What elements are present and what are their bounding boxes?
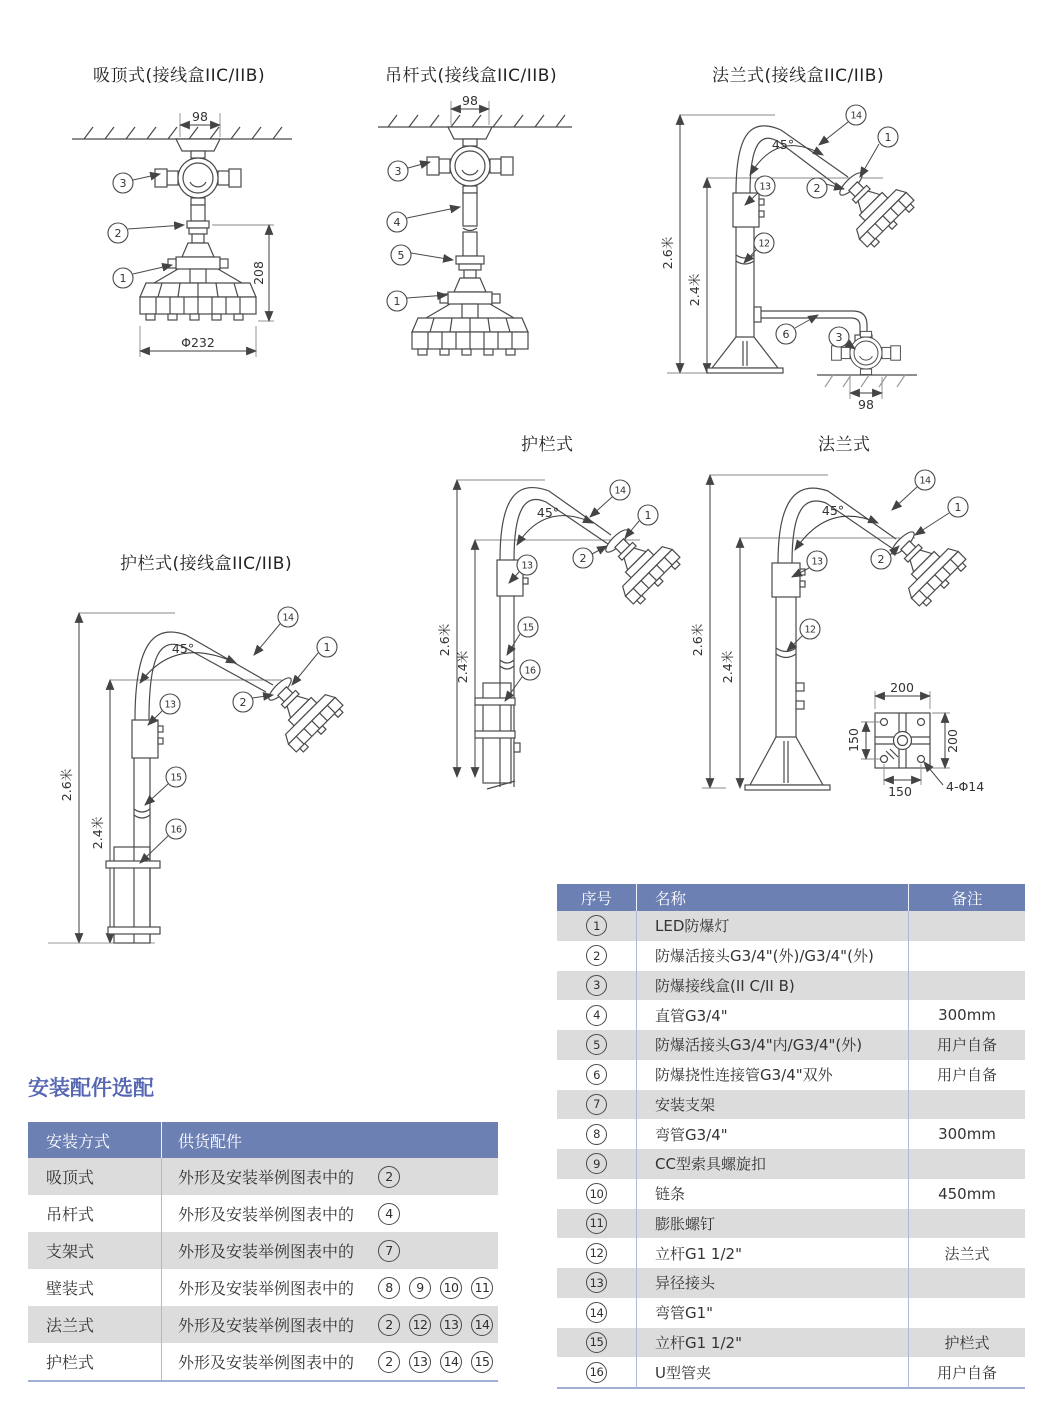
- explosion-proof-lamp: [140, 243, 256, 320]
- svg-text:15: 15: [170, 772, 182, 784]
- dimension-label: 45°: [771, 137, 795, 152]
- diagram-title-guardrail-box: 护栏式(接线盒IIC/IIB): [120, 554, 293, 574]
- supplied-parts-text: 外形及安装举例图表中的: [178, 1168, 355, 1187]
- table-row: [28, 1306, 498, 1343]
- dimension-label: 200: [945, 729, 960, 753]
- dimension-label: 2.6米: [660, 236, 675, 270]
- part-name-cell: 安装支架: [637, 1090, 909, 1120]
- circled-number: 10: [586, 1183, 607, 1204]
- table-row: [557, 1179, 1025, 1209]
- dimension-label: 2.4米: [90, 816, 105, 850]
- table-row: [557, 911, 1025, 941]
- ceiling-mount-diagram: [60, 95, 310, 385]
- dimension-label: 2.6米: [690, 623, 705, 657]
- part-note-cell: [909, 1090, 1025, 1120]
- callout-1: [317, 637, 337, 657]
- dimension-label: 2.4米: [720, 650, 735, 684]
- callout-2: [807, 178, 827, 198]
- svg-text:1: 1: [954, 500, 962, 514]
- column-header-name: 名称: [637, 884, 909, 911]
- part-note-cell: 用户自备: [936, 1363, 997, 1382]
- supplied-parts-cell: [162, 1343, 498, 1380]
- part-name-cell: 膨胀螺钉: [637, 1209, 909, 1239]
- supplied-parts-text: 外形及安装举例图表中的: [178, 1205, 355, 1224]
- parts-table: [557, 884, 1025, 1389]
- part-note-cell: [909, 1149, 1025, 1179]
- table-row: [557, 1328, 1025, 1358]
- svg-text:16: 16: [170, 824, 182, 836]
- circled-number: 15: [586, 1332, 607, 1353]
- supplied-parts-cell: [162, 1158, 498, 1195]
- svg-text:1: 1: [393, 294, 401, 308]
- callout-4: [387, 212, 407, 232]
- callout-13: [160, 694, 180, 714]
- dimension-label: 98: [858, 397, 874, 412]
- dimension-label: 150: [846, 728, 861, 752]
- svg-text:5: 5: [397, 248, 405, 262]
- table-row: [28, 1195, 498, 1232]
- part-note-cell: 450mm: [938, 1184, 996, 1203]
- explosion-proof-lamp: [590, 514, 683, 607]
- circled-number: 2: [378, 1166, 400, 1188]
- callout-3: [829, 327, 849, 347]
- part-note-cell: 300mm: [938, 1125, 996, 1144]
- circled-number: 2: [378, 1314, 400, 1336]
- svg-text:1: 1: [644, 508, 652, 522]
- circled-number: 7: [378, 1240, 400, 1262]
- part-name-cell: 异径接头: [637, 1268, 909, 1298]
- part-name-cell: 防爆接线盒(II C/II B): [637, 971, 909, 1001]
- supplied-parts-cell: [162, 1269, 498, 1306]
- svg-text:13: 13: [759, 181, 771, 193]
- table-row: [28, 1232, 498, 1269]
- mount-method-cell: 壁装式: [28, 1269, 162, 1306]
- dimension-label: 45°: [821, 503, 845, 518]
- callout-14: [610, 480, 630, 500]
- supplied-parts-text: 外形及安装举例图表中的: [178, 1242, 355, 1261]
- u-clamp: [475, 731, 515, 738]
- junction-box: [427, 139, 513, 193]
- circled-number: 14: [471, 1314, 493, 1336]
- callout-16: [520, 660, 540, 680]
- part-note-cell: 用户自备: [936, 1036, 997, 1055]
- callout-1: [113, 268, 133, 288]
- callout-2: [573, 548, 593, 568]
- svg-text:1: 1: [323, 640, 331, 654]
- part-note-cell: 护栏式: [944, 1333, 990, 1352]
- ceiling-hatch: [388, 115, 565, 127]
- circled-number: 4: [586, 1005, 607, 1026]
- table-row: [28, 1158, 498, 1195]
- part-note-cell: [909, 911, 1025, 941]
- circled-number: 2: [586, 945, 607, 966]
- svg-text:12: 12: [758, 238, 770, 250]
- svg-text:6: 6: [782, 327, 790, 341]
- table-row: [557, 1298, 1025, 1328]
- svg-text:1: 1: [884, 130, 892, 144]
- dimension-label: 150: [888, 784, 912, 799]
- svg-text:14: 14: [282, 612, 294, 624]
- dimension-label: 45°: [171, 641, 195, 656]
- diagram-title-ceiling: 吸顶式(接线盒IIC/IIB): [93, 66, 266, 86]
- circled-number: 12: [409, 1314, 431, 1336]
- table-row: [28, 1343, 498, 1380]
- flange-plate-detail: [846, 680, 984, 799]
- svg-text:13: 13: [164, 699, 176, 711]
- ground-hatch: [825, 375, 905, 387]
- callout-3: [388, 161, 408, 181]
- callout-16: [166, 819, 186, 839]
- mount-method-cell: 吊杆式: [28, 1195, 162, 1232]
- circled-number: 8: [586, 1124, 607, 1145]
- diagram-title-flange-floor: 法兰式(接线盒IIC/IIB): [712, 66, 885, 86]
- circled-number: 7: [586, 1094, 607, 1115]
- circled-number: 3: [586, 975, 607, 996]
- table-row: [557, 1000, 1025, 1030]
- callout-2: [108, 223, 128, 243]
- circled-number: 13: [586, 1272, 607, 1293]
- svg-text:15: 15: [522, 622, 534, 634]
- explosion-proof-lamp: [412, 278, 528, 355]
- circled-number: 1: [586, 915, 607, 936]
- accessories-table: [28, 1122, 498, 1382]
- table-row: [557, 1357, 1025, 1387]
- callout-3: [113, 173, 133, 193]
- flange-floor-mount-diagram: [655, 85, 955, 425]
- column-header-parts: 供货配件: [178, 1131, 243, 1151]
- svg-text:3: 3: [835, 330, 843, 344]
- mount-method-cell: 法兰式: [28, 1306, 162, 1343]
- circled-number: 14: [440, 1351, 462, 1373]
- svg-text:4: 4: [393, 215, 401, 229]
- dimension-label: 200: [890, 680, 914, 695]
- callout-14: [846, 105, 866, 125]
- circled-number: 12: [586, 1243, 607, 1264]
- accessories-table-header: [28, 1122, 498, 1158]
- table-row: [557, 1238, 1025, 1268]
- part-name-cell: U型管夹: [637, 1357, 909, 1387]
- circled-number: 16: [586, 1362, 607, 1383]
- guardrail-box-mount-diagram: [40, 585, 390, 955]
- callout-12: [754, 233, 774, 253]
- dimension-label: 2.4米: [455, 650, 470, 684]
- svg-text:1: 1: [119, 271, 127, 285]
- guardrail-mount-diagram: [437, 455, 715, 805]
- callout-12: [800, 619, 820, 639]
- callout-13: [517, 555, 537, 575]
- section-heading: 安装配件选配: [28, 1076, 154, 1100]
- circled-number: 5: [586, 1034, 607, 1055]
- part-note-cell: 300mm: [938, 1006, 996, 1025]
- svg-text:2: 2: [813, 181, 821, 195]
- column-header-no: 序号: [557, 884, 637, 911]
- table-row: [557, 1090, 1025, 1120]
- part-name-cell: 防爆挠性连接管G3/4"双外: [637, 1060, 909, 1090]
- dimension-label: 45°: [536, 505, 560, 520]
- table-row: [557, 971, 1025, 1001]
- part-name-cell: CC型索具螺旋扣: [637, 1149, 909, 1179]
- part-note-cell: 法兰式: [944, 1244, 990, 1263]
- callout-15: [166, 767, 186, 787]
- column-header-method: 安装方式: [28, 1122, 162, 1158]
- table-row: [557, 1149, 1025, 1179]
- mount-method-cell: 吸顶式: [28, 1158, 162, 1195]
- svg-text:3: 3: [394, 164, 402, 178]
- part-name-cell: 防爆活接头G3/4"内/G3/4"(外): [637, 1030, 909, 1060]
- part-name-cell: 立杆G1 1/2": [637, 1238, 909, 1268]
- table-row: [557, 1030, 1025, 1060]
- pendant-mount-diagram: [370, 95, 580, 395]
- callout-1: [948, 497, 968, 517]
- dimension-label: 4-Φ14: [946, 779, 985, 794]
- svg-text:16: 16: [524, 665, 536, 677]
- mount-method-cell: 支架式: [28, 1232, 162, 1269]
- callout-1: [638, 505, 658, 525]
- u-clamp: [106, 861, 160, 868]
- callout-6: [776, 324, 796, 344]
- svg-text:2: 2: [114, 226, 122, 240]
- u-clamp: [108, 927, 160, 934]
- callout-14: [278, 607, 298, 627]
- dimension-label: Φ232: [181, 335, 215, 350]
- part-note-cell: [909, 1298, 1025, 1328]
- part-name-cell: 弯管G1": [637, 1298, 909, 1328]
- svg-text:2: 2: [579, 551, 587, 565]
- junction-box: [155, 151, 241, 205]
- svg-text:14: 14: [614, 485, 626, 497]
- part-note-cell: [909, 1268, 1025, 1298]
- callout-5: [391, 245, 411, 265]
- callout-2: [871, 549, 891, 569]
- svg-text:12: 12: [804, 624, 816, 636]
- explosion-proof-lamp: [824, 157, 917, 250]
- svg-text:14: 14: [919, 475, 931, 487]
- supplied-parts-text: 外形及安装举例图表中的: [178, 1316, 355, 1335]
- part-note-cell: [909, 971, 1025, 1001]
- callout-1: [878, 127, 898, 147]
- circled-number: 11: [586, 1213, 607, 1234]
- table-row: [557, 1119, 1025, 1149]
- callout-2: [233, 692, 253, 712]
- supplied-parts-cell: [162, 1232, 498, 1269]
- table-row: [557, 1060, 1025, 1090]
- svg-text:13: 13: [521, 560, 533, 572]
- diagram-title-guardrail: 护栏式: [521, 435, 574, 455]
- supplied-parts-text: 外形及安装举例图表中的: [178, 1279, 355, 1298]
- ceiling-hatch: [84, 127, 282, 139]
- circled-number: 11: [471, 1277, 493, 1299]
- svg-text:13: 13: [811, 556, 823, 568]
- svg-text:2: 2: [877, 552, 885, 566]
- table-row: [557, 941, 1025, 971]
- circled-number: 2: [378, 1351, 400, 1373]
- dimension-label: 208: [251, 261, 266, 285]
- callout-14: [915, 470, 935, 490]
- dimension-label: 98: [462, 93, 478, 108]
- dimension-label: 98: [192, 109, 208, 124]
- circled-number: 9: [409, 1277, 431, 1299]
- mount-method-cell: 护栏式: [28, 1343, 162, 1380]
- part-name-cell: 链条: [637, 1179, 909, 1209]
- diagram-title-pendant: 吊杆式(接线盒IIC/IIB): [385, 66, 558, 86]
- dimension-label: 2.6米: [437, 623, 452, 657]
- table-row: [28, 1269, 498, 1306]
- diagram-title-flange: 法兰式: [818, 435, 871, 455]
- part-name-cell: 直管G3/4": [637, 1000, 909, 1030]
- table-row: [557, 1209, 1025, 1239]
- circled-number: 4: [378, 1203, 400, 1225]
- circled-number: 8: [378, 1277, 400, 1299]
- svg-text:2: 2: [239, 695, 247, 709]
- part-name-cell: 立杆G1 1/2": [637, 1328, 909, 1358]
- part-note-cell: 用户自备: [936, 1066, 997, 1085]
- column-header-note: 备注: [951, 889, 983, 908]
- dimension-label: 2.4米: [687, 273, 702, 307]
- supplied-parts-cell: [162, 1306, 498, 1343]
- callout-13: [807, 551, 827, 571]
- circled-number: 9: [586, 1153, 607, 1174]
- part-name-cell: 防爆活接头G3/4"(外)/G3/4"(外): [637, 941, 909, 971]
- svg-text:14: 14: [850, 110, 862, 122]
- supplied-parts-cell: [162, 1195, 498, 1232]
- table-row: [557, 1268, 1025, 1298]
- part-name-cell: 弯管G3/4": [637, 1119, 909, 1149]
- part-note-cell: [909, 941, 1025, 971]
- svg-text:3: 3: [119, 176, 127, 190]
- supplied-parts-text: 外形及安装举例图表中的: [178, 1353, 355, 1372]
- callout-1: [387, 291, 407, 311]
- u-clamp: [475, 698, 515, 705]
- callout-15: [518, 617, 538, 637]
- circled-number: 13: [409, 1351, 431, 1373]
- part-name-cell: LED防爆灯: [637, 911, 909, 941]
- circled-number: 6: [586, 1064, 607, 1085]
- circled-number: 10: [440, 1277, 462, 1299]
- circled-number: 14: [586, 1302, 607, 1323]
- circled-number: 15: [471, 1351, 493, 1373]
- part-note-cell: [909, 1209, 1025, 1239]
- circled-number: 13: [440, 1314, 462, 1336]
- dimension-label: 2.6米: [59, 768, 74, 802]
- flange-mount-diagram: [690, 455, 1045, 805]
- parts-table-header: [557, 884, 1025, 911]
